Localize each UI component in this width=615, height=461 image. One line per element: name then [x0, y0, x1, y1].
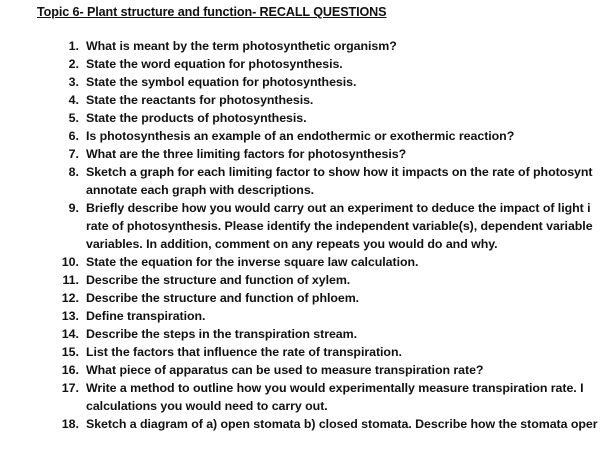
question-text [86, 379, 615, 415]
question-line: State the products of photosynthesis. [86, 111, 307, 125]
question-number: 8. [68, 165, 79, 179]
question-text [86, 37, 615, 55]
question-line: annotate each graph with descriptions. [86, 183, 315, 197]
question-line: Sketch a graph for each limiting factor to show how it impacts on the rate of photosynt [86, 165, 593, 179]
question-number: 1. [68, 39, 79, 53]
question-item [0, 343, 615, 361]
question-item [0, 289, 615, 307]
question-text [86, 307, 615, 325]
question-line: Describe the structure and function of phloem. [86, 291, 360, 305]
question-item [0, 145, 615, 163]
question-line: variables. In addition, comment on any repeats you would do and why. [86, 237, 498, 251]
question-text [86, 271, 615, 289]
question-number: 15. [61, 345, 79, 359]
question-text [86, 145, 615, 163]
question-line: Is photosynthesis an example of an endothermic or exothermic reaction? [86, 129, 515, 143]
question-number: 11. [62, 273, 79, 287]
question-text [86, 325, 615, 343]
question-item [0, 37, 615, 55]
question-number: 16. [61, 363, 79, 377]
question-item [0, 379, 615, 415]
question-item [0, 109, 615, 127]
question-number: 17. [61, 381, 79, 395]
question-number: 3. [68, 75, 79, 89]
question-number: 9. [68, 201, 79, 215]
document-title: Topic 6- Plant structure and function- RECALL QUESTIONS [37, 5, 387, 19]
question-item [0, 91, 615, 109]
question-text [86, 253, 615, 271]
question-number: 12. [61, 291, 79, 305]
question-number: 5. [68, 111, 79, 125]
question-line: State the word equation for photosynthesis. [86, 57, 343, 71]
question-text [86, 73, 615, 91]
question-item [0, 127, 615, 145]
question-number: 2. [68, 57, 79, 71]
question-text [86, 415, 615, 433]
question-item [0, 253, 615, 271]
question-text [86, 127, 615, 145]
question-line: What is meant by the term photosynthetic organism? [86, 39, 397, 53]
question-line: Describe the structure and function of xylem. [86, 273, 351, 287]
question-line: What are the three limiting factors for photosynthesis? [86, 147, 407, 161]
question-line: Define transpiration. [86, 309, 206, 323]
question-line: What piece of apparatus can be used to measure transpiration rate? [86, 363, 484, 377]
question-item [0, 199, 615, 253]
question-text [86, 163, 615, 199]
question-item [0, 73, 615, 91]
question-text [86, 55, 615, 73]
question-item [0, 361, 615, 379]
question-line: Briefly describe how you would carry out an experiment to deduce the impact of light i [86, 201, 591, 215]
question-number: 4. [68, 93, 79, 107]
question-line: List the factors that influence the rate of transpiration. [86, 345, 402, 359]
question-list [0, 37, 615, 433]
question-text [86, 343, 615, 361]
question-line: calculations you would need to carry out. [86, 399, 328, 413]
question-text [86, 289, 615, 307]
question-line: State the symbol equation for photosynthesis. [86, 75, 357, 89]
question-item [0, 325, 615, 343]
question-line: State the equation for the inverse square law calculation. [86, 255, 419, 269]
question-item [0, 271, 615, 289]
question-line: State the reactants for photosynthesis. [86, 93, 314, 107]
question-number: 13. [61, 309, 79, 323]
question-line: Write a method to outline how you would experimentally measure transpiration rate. I [86, 381, 584, 395]
question-number: 6. [68, 129, 79, 143]
question-item [0, 307, 615, 325]
question-line: Sketch a diagram of a) open stomata b) closed stomata. Describe how the stomata oper [86, 417, 598, 431]
question-text [86, 109, 615, 127]
question-number: 7. [68, 147, 79, 161]
question-number: 18. [61, 417, 79, 431]
question-number: 10. [61, 255, 79, 269]
question-line: rate of photosynthesis. Please identify the independent variable(s), dependent variable [86, 219, 593, 233]
question-text [86, 199, 615, 253]
question-number: 14. [61, 327, 79, 341]
question-item [0, 415, 615, 433]
question-text [86, 91, 615, 109]
question-text [86, 361, 615, 379]
question-line: Describe the steps in the transpiration stream. [86, 327, 358, 341]
question-item [0, 163, 615, 199]
question-item [0, 55, 615, 73]
